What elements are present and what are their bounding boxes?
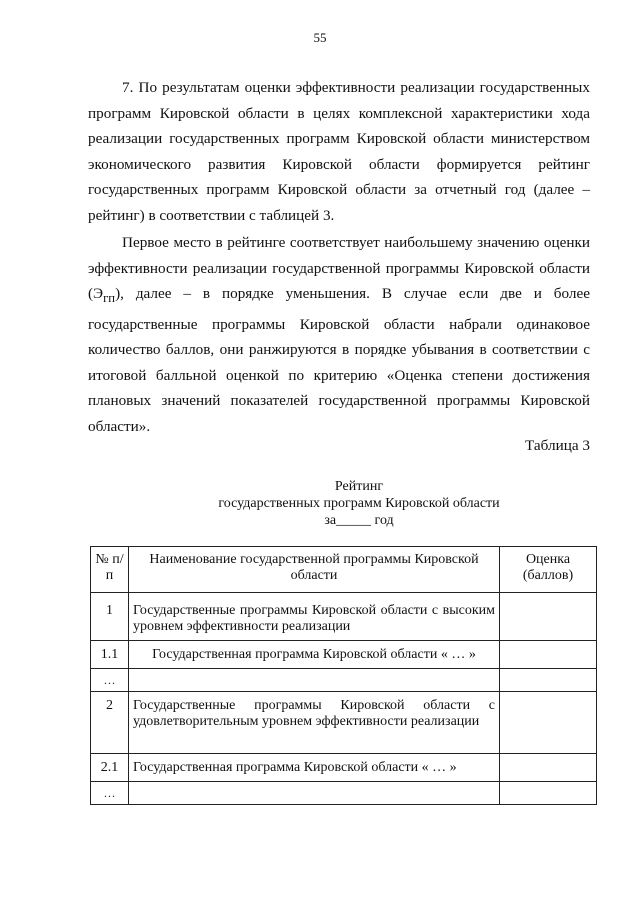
row-name: Государственная программа Кировской области « … » [129, 754, 500, 782]
title-line-3: за_____ год [324, 513, 394, 528]
paragraph-ranking-part1: Первое место в рейтинге соответствует наибольшему значению оценки эффективности реализации государственной программы Кировской области (Э [88, 234, 590, 302]
header-num: № п/п [91, 547, 129, 593]
subscript-gp: гп [103, 291, 116, 306]
table-row [91, 641, 597, 669]
rating-table [90, 546, 597, 805]
table-row [91, 754, 597, 782]
row-num: … [91, 669, 129, 692]
row-score [500, 754, 597, 782]
row-score [500, 782, 597, 805]
table-row [91, 782, 597, 805]
row-name: Государственная программа Кировской области « … » [129, 641, 500, 669]
row-name [129, 782, 500, 805]
row-num: 2 [91, 692, 129, 754]
row-num: 1 [91, 593, 129, 641]
row-num: … [91, 782, 129, 805]
paragraph-ranking [88, 230, 590, 439]
header-score: Оценка (баллов) [500, 547, 597, 593]
row-name: Государственные программы Кировской области с высоким уровнем эффективности реализации [129, 593, 500, 641]
title-line-2: государственных программ Кировской области [218, 496, 500, 511]
row-score [500, 641, 597, 669]
table-caption: Таблица 3 [525, 437, 590, 454]
row-name: Государственные программы Кировской области с удовлетворительным уровнем эффективности реализации [129, 692, 500, 754]
table-header-row [91, 547, 597, 593]
page-number: 55 [313, 30, 327, 45]
table-row [91, 593, 597, 641]
paragraph-ranking-part2: ), далее – в порядке уменьшения. В случае если две и более государственные программы Кировской области набрали одинаковое количество баллов, они ранжируются в порядке убывания в соответствии с итоговой балльной оценкой по критерию «Оценка степени достижения плановых значений показателей государственной программы Кировской области». [88, 285, 590, 435]
table-row [91, 669, 597, 692]
header-name: Наименование государственной программы Кировской области [129, 547, 500, 593]
row-name [129, 669, 500, 692]
row-num: 2.1 [91, 754, 129, 782]
paragraph-7: 7. По результатам оценки эффективности реализации государственных программ Кировской области в целях комплексной характеристики хода реализации государственных программ Кировской области министерством экономического развития Кировской области формируется рейтинг государственных программ Кировской области за отчетный год (далее – рейтинг) в соответствии с таблицей 3. [88, 79, 590, 224]
row-num: 1.1 [91, 641, 129, 669]
row-score [500, 669, 597, 692]
row-score [500, 593, 597, 641]
table-row [91, 692, 597, 754]
table-title [150, 478, 568, 529]
row-score [500, 692, 597, 754]
title-line-1: Рейтинг [334, 479, 384, 494]
